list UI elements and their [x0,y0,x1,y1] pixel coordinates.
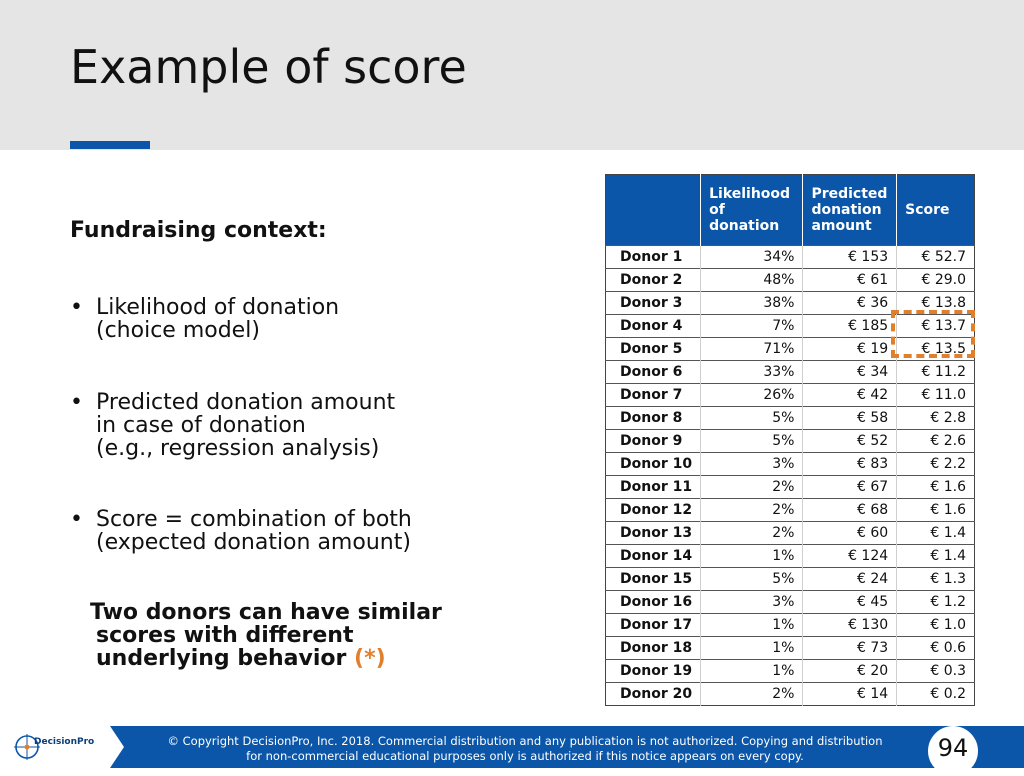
amount-cell: € 61 [803,269,897,292]
note-line: Two donors can have similar [90,600,442,625]
bullet-line: Score = combination of both [96,507,412,532]
donor-name-cell: Donor 6 [606,361,701,384]
likelihood-cell: 34% [701,246,803,269]
bullet-likelihood [70,296,339,342]
column-header: Likelihood of donation [701,175,803,246]
donor-name-cell: Donor 18 [606,637,701,660]
column-header: Predicted donation amount [803,175,897,246]
likelihood-cell: 1% [701,637,803,660]
donor-score-table [605,174,975,706]
likelihood-cell: 1% [701,660,803,683]
amount-cell: € 36 [803,292,897,315]
likelihood-cell: 33% [701,361,803,384]
context-heading: Fundraising context: [70,218,327,243]
amount-cell: € 34 [803,361,897,384]
score-cell: € 13.8 [897,292,975,315]
amount-cell: € 45 [803,591,897,614]
likelihood-cell: 71% [701,338,803,361]
amount-cell: € 68 [803,499,897,522]
bullet-dot-icon: • [70,390,83,415]
score-cell: € 1.3 [897,568,975,591]
score-cell: € 52.7 [897,246,975,269]
table-row [606,269,975,292]
donor-name-cell: Donor 5 [606,338,701,361]
table-row [606,430,975,453]
decisionpro-logo [10,730,110,764]
amount-cell: € 130 [803,614,897,637]
donor-name-cell: Donor 15 [606,568,701,591]
likelihood-cell: 5% [701,407,803,430]
donor-name-cell: Donor 3 [606,292,701,315]
score-cell: € 1.4 [897,545,975,568]
column-header: Score [897,175,975,246]
amount-cell: € 83 [803,453,897,476]
table-row [606,499,975,522]
note-line: scores with different [96,623,354,648]
copyright-notice [150,734,900,764]
likelihood-cell: 2% [701,683,803,706]
likelihood-cell: 2% [701,499,803,522]
score-cell: € 1.6 [897,476,975,499]
likelihood-cell: 5% [701,568,803,591]
note-text: underlying behavior [96,646,347,671]
donor-name-cell: Donor 7 [606,384,701,407]
table-row [606,614,975,637]
likelihood-cell: 2% [701,522,803,545]
bullet-line: in case of donation [96,413,306,438]
score-cell: € 29.0 [897,269,975,292]
likelihood-cell: 2% [701,476,803,499]
context-panel [70,218,510,671]
score-cell: € 2.6 [897,430,975,453]
donor-name-cell: Donor 16 [606,591,701,614]
score-cell: € 1.4 [897,522,975,545]
table-row [606,545,975,568]
score-cell: € 0.6 [897,637,975,660]
amount-cell: € 20 [803,660,897,683]
likelihood-cell: 3% [701,453,803,476]
donor-name-cell: Donor 4 [606,315,701,338]
score-cell: € 0.3 [897,660,975,683]
donor-name-cell: Donor 1 [606,246,701,269]
donor-name-cell: Donor 2 [606,269,701,292]
table-row [606,568,975,591]
likelihood-cell: 38% [701,292,803,315]
donor-name-cell: Donor 8 [606,407,701,430]
score-cell: € 1.6 [897,499,975,522]
logo-text: DecisionPro [34,737,95,747]
table-row [606,591,975,614]
note-asterisk: (*) [354,646,386,671]
amount-cell: € 124 [803,545,897,568]
table-row [606,246,975,269]
amount-cell: € 19 [803,338,897,361]
donor-name-cell: Donor 17 [606,614,701,637]
bullet-predicted-amount [70,391,395,460]
likelihood-cell: 3% [701,591,803,614]
table-row [606,407,975,430]
amount-cell: € 60 [803,522,897,545]
bullet-line: (e.g., regression analysis) [96,436,380,461]
bullet-dot-icon: • [70,507,83,532]
copyright-line: © Copyright DecisionPro, Inc. 2018. Commercial distribution and any publication is not authorized. Copying and distribution [167,734,883,748]
similar-scores-note [90,601,442,670]
bullet-line: Likelihood of donation [96,295,340,320]
donor-name-cell: Donor 14 [606,545,701,568]
score-cell: € 1.0 [897,614,975,637]
slide-title: Example of score [70,40,467,94]
likelihood-cell: 1% [701,614,803,637]
donor-name-cell: Donor 10 [606,453,701,476]
table-row [606,384,975,407]
amount-cell: € 42 [803,384,897,407]
amount-cell: € 14 [803,683,897,706]
score-cell: € 0.2 [897,683,975,706]
score-cell: € 13.7 [897,315,975,338]
amount-cell: € 153 [803,246,897,269]
likelihood-cell: 5% [701,430,803,453]
donor-name-cell: Donor 19 [606,660,701,683]
score-cell: € 11.2 [897,361,975,384]
amount-cell: € 58 [803,407,897,430]
page-number: 94 [937,734,969,762]
amount-cell: € 52 [803,430,897,453]
table-row [606,453,975,476]
donor-name-cell: Donor 11 [606,476,701,499]
table-header-row [606,175,975,246]
table-row [606,637,975,660]
score-cell: € 2.2 [897,453,975,476]
score-cell: € 2.8 [897,407,975,430]
table-row [606,660,975,683]
donor-name-cell: Donor 9 [606,430,701,453]
copyright-line: for non-commercial educational purposes only is authorized if this notice appears on every copy. [246,749,804,763]
amount-cell: € 185 [803,315,897,338]
likelihood-cell: 48% [701,269,803,292]
column-header [606,175,701,246]
donor-name-cell: Donor 13 [606,522,701,545]
likelihood-cell: 26% [701,384,803,407]
amount-cell: € 67 [803,476,897,499]
table-row [606,683,975,706]
bullet-line: (choice model) [96,318,260,343]
donor-name-cell: Donor 12 [606,499,701,522]
bullet-line: (expected donation amount) [96,530,411,555]
amount-cell: € 24 [803,568,897,591]
table-row [606,361,975,384]
table-row [606,522,975,545]
likelihood-cell: 1% [701,545,803,568]
score-cell: € 13.5 [897,338,975,361]
note-line [90,647,442,670]
bullet-dot-icon: • [70,295,83,320]
score-cell: € 1.2 [897,591,975,614]
amount-cell: € 73 [803,637,897,660]
donor-name-cell: Donor 20 [606,683,701,706]
bullet-score [70,508,412,554]
score-cell: € 11.0 [897,384,975,407]
bullet-line: Predicted donation amount [96,390,396,415]
table-row [606,476,975,499]
title-accent-bar [70,141,150,149]
similar-scores-highlight [891,310,975,358]
likelihood-cell: 7% [701,315,803,338]
